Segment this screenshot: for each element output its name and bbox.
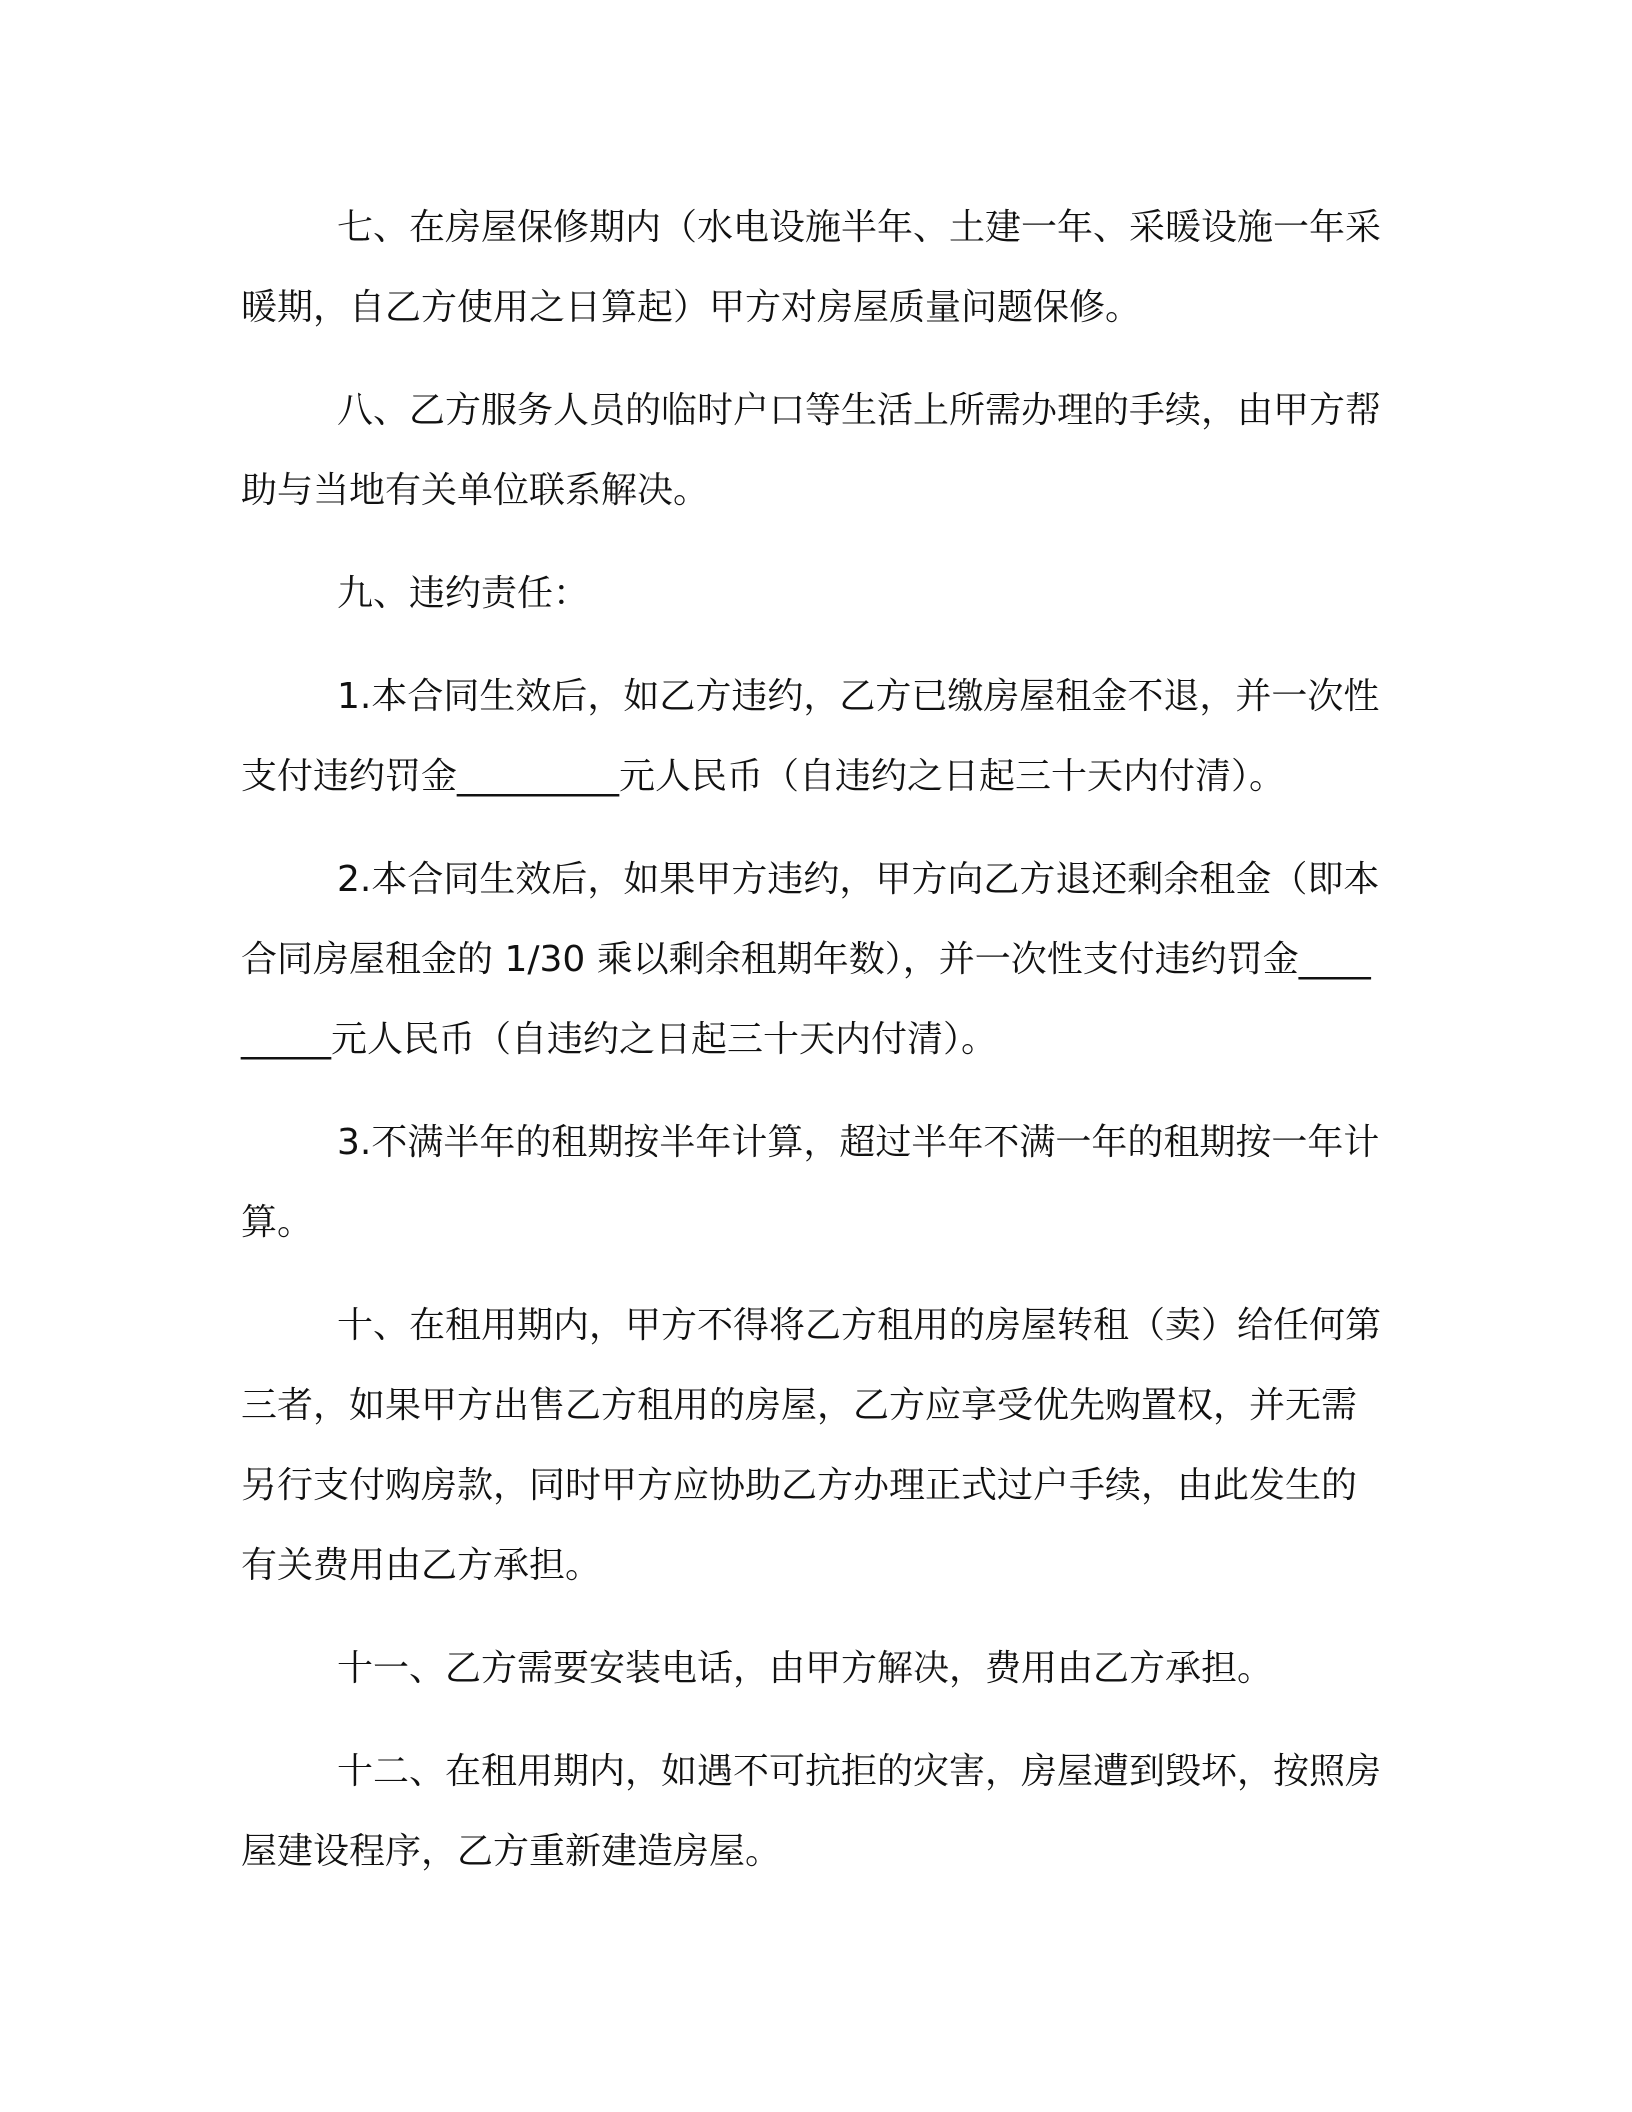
clause-12-force-majeure: 十二、在租用期内，如遇不可抗拒的灾害，房屋遭到毁坏，按照房屋建设程序，乙方重新建造房屋。 [241,1751,1382,1872]
clause-9-heading: 九、违约责任： [337,573,590,614]
clause-9-item-1: 1.本合同生效后，如乙方违约，乙方已缴房屋租金不退，并一次性支付违约罚金_________元人民币（自违约之日起三十天内付清）。 [241,676,1380,797]
clause-7-warranty: 七、在房屋保修期内（水电设施半年、土建一年、采暖设施一年采暖期，自乙方使用之日算起）甲方对房屋质量问题保修。 [241,207,1382,328]
clause-10-sublease: 十、在租用期内，甲方不得将乙方租用的房屋转租（卖）给任何第三者，如果甲方出售乙方租用的房屋，乙方应享受优先购置权，并无需另行支付购房款，同时甲方应协助乙方办理正式过户手续，由此发生的有关费用由乙方承担。 [241,1305,1382,1586]
clause-9-item-3: 3.不满半年的租期按半年计算，超过半年不满一年的租期按一年计算。 [241,1122,1380,1243]
clause-11-telephone: 十一、乙方需要安装电话，由甲方解决，费用由乙方承担。 [337,1648,1274,1689]
document-body [241,188,1381,1915]
clause-9-item-2: 2.本合同生效后，如果甲方违约，甲方向乙方退还剩余租金（即本合同房屋租金的 1/30 乘以剩余租期年数），并一次性支付违约罚金_________元人民币（自违约之日起三十天内付清）。 [241,859,1380,1060]
clause-8-residence-procedures: 八、乙方服务人员的临时户口等生活上所需办理的手续，由甲方帮助与当地有关单位联系解决。 [241,390,1382,511]
